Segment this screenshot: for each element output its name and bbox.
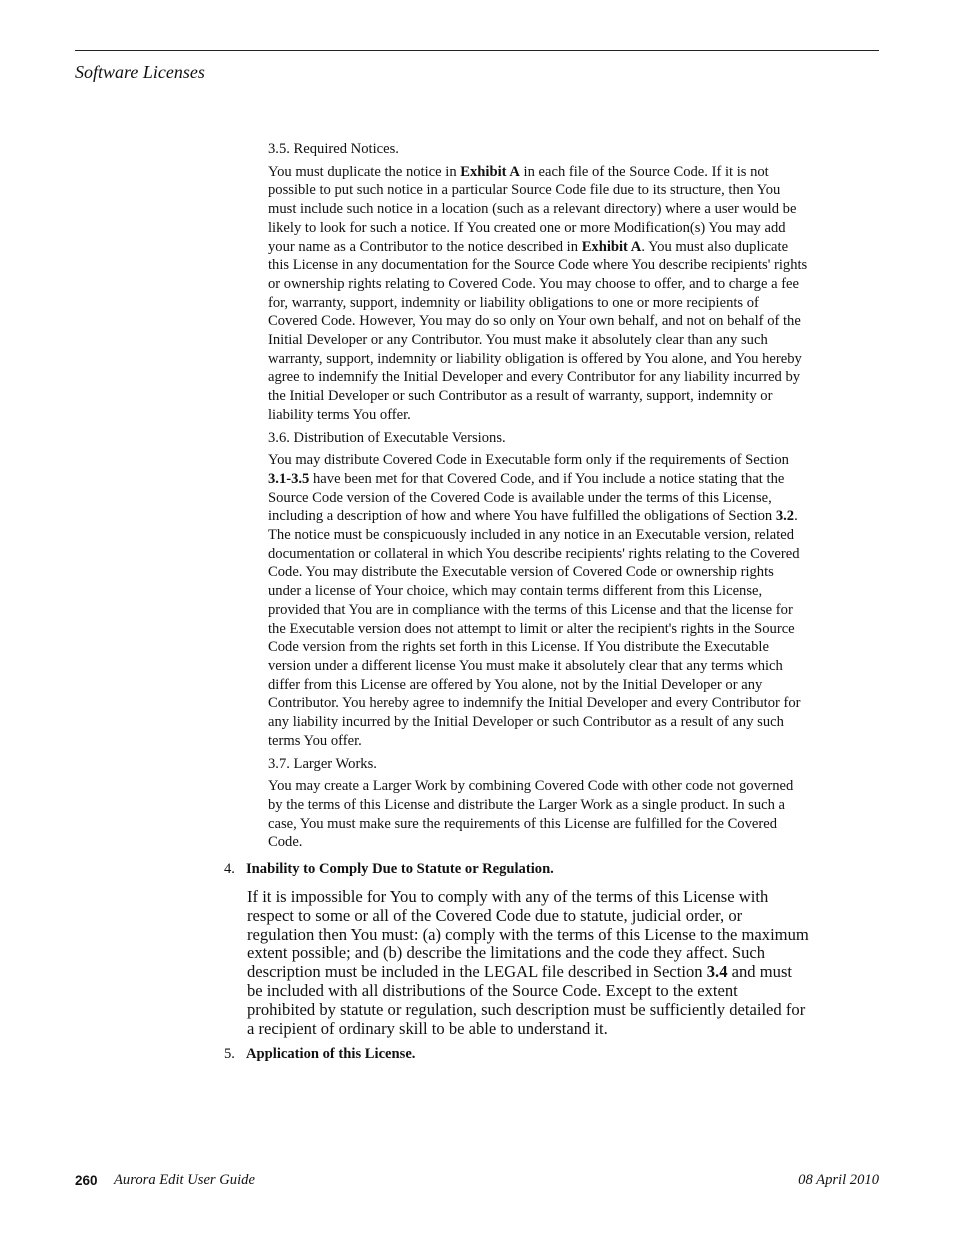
section-3-7-heading: 3.7. Larger Works. <box>268 755 377 772</box>
section-4-number: 4. <box>224 861 235 877</box>
running-header-title: Software Licenses <box>75 62 205 82</box>
section-4-heading <box>224 861 554 878</box>
section-4-body: If it is impossible for You to comply with any of the terms of this License with respect to some or all of the Covered Code due to statute, judicial order, or regulation then You must: (a) comply with the terms of this License to the maximum extent possible; and (b) describe the limitations and the code they affect. Such description must be included in the LEGAL file described in Section 3.4 and must be included with all distributions of the Source Code. Except to the extent prohibited by statute or regulation, such description must be sufficiently detailed for a recipient of ordinary skill to be able to understand it. <box>247 887 809 1038</box>
section-5-heading <box>224 1046 415 1063</box>
section-3-5-body: You must duplicate the notice in Exhibit A in each file of the Source Code. If it is not possible to put such notice in a particular Source Code file due to its structure, then You must include such notice in a location (such as a relevant directory) where a user would be likely to look for such a notice. If You created one or more Modification(s) You may add your name as a Contributor to the notice described in Exhibit A. You must also duplicate this License in any documentation for the Source Code where You describe recipients' rights or ownership rights relating to Covered Code. You may choose to offer, and to charge a fee for, warranty, support, indemnity or liability obligations to one or more recipients of Covered Code. However, You may do so only on Your own behalf, and not on behalf of the Initial Developer or any Contributor. You must make it absolutely clear than any such warranty, support, indemnity or liability obligation is offered by You alone, and You hereby agree to indemnify the Initial Developer and every Contributor for any liability incurred by the Initial Developer or such Contributor as a result of warranty, support, indemnity or liability terms You offer. <box>268 163 808 423</box>
footer-date: 08 April 2010 <box>798 1172 879 1188</box>
header-rule <box>75 50 879 51</box>
section-5-number: 5. <box>224 1046 235 1062</box>
section-4-title: Inability to Comply Due to Statute or Regulation. <box>246 861 554 877</box>
section-3-6-heading: 3.6. Distribution of Executable Versions. <box>268 429 506 446</box>
footer-guide-title: Aurora Edit User Guide <box>114 1172 255 1188</box>
section-5-title: Application of this License. <box>246 1046 416 1062</box>
section-3-5-heading: 3.5. Required Notices. <box>268 141 399 157</box>
section-3-6-body: You may distribute Covered Code in Executable form only if the requirements of Section 3.1-3.5 have been met for that Covered Code, and if You include a notice stating that the Source Code version of the Covered Code is available under the terms of this License, including a description of how and where You have fulfilled the obligations of Section 3.2. The notice must be conspicuously included in any notice in an Executable version, related documentation or collateral in which You describe recipients' rights relating to the Covered Code. You may distribute the Executable version of Covered Code or ownership rights under a license of Your choice, which may contain terms different from this License, provided that You are in compliance with the terms of this License and that the license for the Executable version does not attempt to limit or alter the recipient's rights in the Source Code version from the rights set forth in this License. If You distribute the Executable version under a different license You must make it absolutely clear that any terms which differ from this License are offered by You alone, not by the Initial Developer or any Contributor. You hereby agree to indemnify the Initial Developer and every Contributor for any liability incurred by the Initial Developer or such Contributor as a result of any such terms You offer. <box>268 452 801 749</box>
footer-page-number: 260 <box>75 1173 98 1188</box>
section-3-7-body: You may create a Larger Work by combining Covered Code with other code not governed by the terms of this License and distribute the Larger Work as a single product. In such a case, You must make sure the requirements of this License are fulfilled for the Covered Code. <box>268 778 794 851</box>
license-subsections <box>268 140 808 856</box>
